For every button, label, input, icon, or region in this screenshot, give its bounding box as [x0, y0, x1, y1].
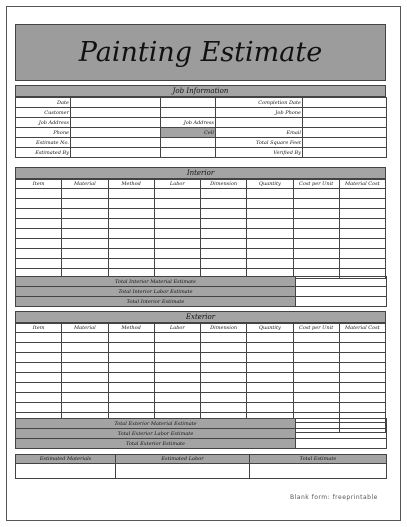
exterior-cell[interactable]	[247, 373, 293, 383]
interior-cell[interactable]	[201, 199, 247, 209]
exterior-cell[interactable]	[247, 403, 293, 413]
summary-label-labor: Estimated Labor	[116, 455, 250, 464]
table-row	[16, 403, 386, 413]
interior-total-field[interactable]	[296, 297, 387, 307]
table-row	[16, 333, 386, 343]
job-field[interactable]	[71, 108, 161, 118]
interior-cell[interactable]	[16, 189, 62, 199]
interior-column-header: Item	[16, 180, 62, 189]
exterior-cell[interactable]	[293, 403, 339, 413]
interior-cell[interactable]	[339, 239, 385, 249]
interior-column-header: Dimension	[201, 180, 247, 189]
interior-cell[interactable]	[16, 259, 62, 269]
interior-cell[interactable]	[339, 259, 385, 269]
exterior-cell[interactable]	[108, 393, 154, 403]
job-label-right	[216, 118, 303, 128]
job-field[interactable]	[71, 138, 161, 148]
exterior-cell[interactable]	[201, 333, 247, 343]
table-row	[16, 239, 386, 249]
summary-label-materials: Estimated Materials	[16, 455, 116, 464]
exterior-cell[interactable]	[339, 383, 385, 393]
exterior-cell[interactable]	[62, 373, 108, 383]
interior-cell[interactable]	[154, 239, 200, 249]
job-field[interactable]	[71, 118, 161, 128]
page-title: Painting Estimate	[15, 24, 386, 81]
exterior-total-field[interactable]	[296, 439, 387, 449]
interior-cell[interactable]	[201, 219, 247, 229]
exterior-cell[interactable]	[201, 393, 247, 403]
job-label: Estimated By	[16, 148, 71, 158]
interior-cell[interactable]	[339, 229, 385, 239]
interior-cell[interactable]	[154, 249, 200, 259]
interior-cell[interactable]	[247, 209, 293, 219]
exterior-cell[interactable]	[247, 333, 293, 343]
job-row	[16, 108, 387, 118]
exterior-column-headers	[16, 324, 386, 333]
table-row	[16, 199, 386, 209]
exterior-total-label: Total Exterior Material Estimate	[16, 419, 296, 429]
exterior-cell[interactable]	[16, 353, 62, 363]
exterior-total-row	[16, 439, 387, 449]
exterior-cell[interactable]	[154, 353, 200, 363]
exterior-cell[interactable]	[62, 383, 108, 393]
interior-cell[interactable]	[62, 199, 108, 209]
exterior-cell[interactable]	[247, 353, 293, 363]
exterior-cell[interactable]	[293, 383, 339, 393]
job-field-right[interactable]	[303, 128, 387, 138]
exterior-cell[interactable]	[154, 403, 200, 413]
interior-cell[interactable]	[108, 209, 154, 219]
exterior-cell[interactable]	[339, 363, 385, 373]
table-row	[16, 209, 386, 219]
interior-cell[interactable]	[339, 219, 385, 229]
interior-cell[interactable]	[201, 249, 247, 259]
interior-cell[interactable]	[201, 189, 247, 199]
job-row	[16, 138, 387, 148]
exterior-column-header: Item	[16, 324, 62, 333]
interior-cell[interactable]	[247, 239, 293, 249]
interior-cell[interactable]	[339, 199, 385, 209]
job-label: Estimate No.	[16, 138, 71, 148]
interior-cell[interactable]	[108, 229, 154, 239]
job-label: Customer	[16, 108, 71, 118]
interior-cell[interactable]	[201, 259, 247, 269]
exterior-column-header: Cost per Unit	[293, 324, 339, 333]
job-label: Job Address	[16, 118, 71, 128]
interior-cell[interactable]	[154, 219, 200, 229]
interior-cell[interactable]	[201, 209, 247, 219]
interior-cell[interactable]	[247, 229, 293, 239]
exterior-cell[interactable]	[62, 343, 108, 353]
exterior-column-header: Method	[108, 324, 154, 333]
exterior-cell[interactable]	[16, 363, 62, 373]
exterior-column-header: Material Cost	[339, 324, 385, 333]
exterior-cell[interactable]	[339, 393, 385, 403]
exterior-cell[interactable]	[201, 343, 247, 353]
interior-cell[interactable]	[108, 249, 154, 259]
interior-cell[interactable]	[293, 199, 339, 209]
table-row	[16, 219, 386, 229]
exterior-cell[interactable]	[62, 333, 108, 343]
interior-cell[interactable]	[293, 259, 339, 269]
footer-credit: Blank form: freeprintable	[290, 494, 378, 501]
interior-cell[interactable]	[62, 259, 108, 269]
table-row	[16, 229, 386, 239]
exterior-cell[interactable]	[16, 403, 62, 413]
exterior-cell[interactable]	[16, 373, 62, 383]
table-row	[16, 373, 386, 383]
exterior-cell[interactable]	[62, 363, 108, 373]
interior-cell[interactable]	[62, 219, 108, 229]
summary-total-field[interactable]	[250, 464, 387, 479]
exterior-cell[interactable]	[108, 373, 154, 383]
job-label: Date	[16, 98, 71, 108]
interior-total-label: Total Interior Estimate	[16, 297, 296, 307]
interior-cell[interactable]	[62, 189, 108, 199]
interior-cell[interactable]	[339, 249, 385, 259]
exterior-cell[interactable]	[154, 383, 200, 393]
job-mid-label	[161, 98, 216, 108]
interior-cell[interactable]	[339, 189, 385, 199]
interior-cell[interactable]	[247, 259, 293, 269]
interior-column-header: Quantity	[247, 180, 293, 189]
exterior-cell[interactable]	[339, 343, 385, 353]
exterior-cell[interactable]	[62, 393, 108, 403]
interior-totals	[15, 276, 387, 307]
interior-total-label: Total Interior Material Estimate	[16, 277, 296, 287]
job-field-right[interactable]	[303, 118, 387, 128]
exterior-cell[interactable]	[108, 403, 154, 413]
exterior-total-row	[16, 429, 387, 439]
interior-cell[interactable]	[247, 249, 293, 259]
exterior-column-header: Dimension	[201, 324, 247, 333]
table-row	[16, 353, 386, 363]
exterior-cell[interactable]	[154, 333, 200, 343]
interior-cell[interactable]	[62, 239, 108, 249]
job-label-right: Total Square Feet	[216, 138, 303, 148]
table-row	[16, 189, 386, 199]
job-field[interactable]	[71, 98, 161, 108]
interior-column-header: Material Cost	[339, 180, 385, 189]
interior-column-header: Labor	[154, 180, 200, 189]
interior-cell[interactable]	[247, 219, 293, 229]
job-field-right[interactable]	[303, 138, 387, 148]
interior-cell[interactable]	[108, 189, 154, 199]
interior-cell[interactable]	[293, 219, 339, 229]
interior-cell[interactable]	[62, 209, 108, 219]
interior-total-row	[16, 287, 387, 297]
exterior-cell[interactable]	[293, 373, 339, 383]
interior-column-headers	[16, 180, 386, 189]
job-field-right[interactable]	[303, 148, 387, 158]
job-label-right: Job Phone	[216, 108, 303, 118]
exterior-cell[interactable]	[108, 343, 154, 353]
exterior-cell[interactable]	[201, 373, 247, 383]
job-label-right: Email	[216, 128, 303, 138]
interior-cell[interactable]	[154, 199, 200, 209]
job-field[interactable]	[71, 148, 161, 158]
job-row	[16, 128, 387, 138]
exterior-table	[15, 323, 386, 433]
interior-total-label: Total Interior Labor Estimate	[16, 287, 296, 297]
interior-header: Interior	[15, 167, 386, 179]
interior-table	[15, 179, 386, 279]
job-label: Phone	[16, 128, 71, 138]
exterior-cell[interactable]	[293, 333, 339, 343]
table-row	[16, 259, 386, 269]
exterior-cell[interactable]	[247, 343, 293, 353]
interior-cell[interactable]	[154, 209, 200, 219]
interior-column-header: Method	[108, 180, 154, 189]
job-mid-label	[161, 138, 216, 148]
interior-cell[interactable]	[62, 249, 108, 259]
interior-cell[interactable]	[339, 209, 385, 219]
interior-cell[interactable]	[16, 239, 62, 249]
exterior-cell[interactable]	[201, 363, 247, 373]
job-mid-label	[161, 148, 216, 158]
exterior-cell[interactable]	[16, 343, 62, 353]
exterior-column-header: Material	[62, 324, 108, 333]
exterior-cell[interactable]	[293, 343, 339, 353]
interior-cell[interactable]	[201, 239, 247, 249]
table-row	[16, 383, 386, 393]
exterior-cell[interactable]	[108, 383, 154, 393]
exterior-cell[interactable]	[339, 373, 385, 383]
job-label-right: Verified By	[216, 148, 303, 158]
exterior-total-label: Total Exterior Estimate	[16, 439, 296, 449]
summary-label-total: Total Estimate	[250, 455, 387, 464]
job-info-header: Job Information	[15, 85, 386, 97]
interior-cell[interactable]	[108, 259, 154, 269]
interior-cell[interactable]	[16, 199, 62, 209]
exterior-cell[interactable]	[201, 403, 247, 413]
exterior-cell[interactable]	[247, 393, 293, 403]
exterior-cell[interactable]	[108, 353, 154, 363]
interior-cell[interactable]	[108, 199, 154, 209]
job-mid-label: Cell	[161, 128, 216, 138]
interior-total-field[interactable]	[296, 277, 387, 287]
exterior-total-label: Total Exterior Labor Estimate	[16, 429, 296, 439]
exterior-cell[interactable]	[293, 363, 339, 373]
interior-cell[interactable]	[293, 189, 339, 199]
interior-cell[interactable]	[154, 229, 200, 239]
job-row	[16, 148, 387, 158]
job-row	[16, 118, 387, 128]
job-field-right[interactable]	[303, 98, 387, 108]
interior-cell[interactable]	[62, 229, 108, 239]
interior-cell[interactable]	[293, 249, 339, 259]
interior-total-row	[16, 297, 387, 307]
interior-cell[interactable]	[16, 229, 62, 239]
table-row	[16, 343, 386, 353]
summary-table	[15, 454, 387, 479]
table-row	[16, 363, 386, 373]
exterior-cell[interactable]	[62, 403, 108, 413]
exterior-cell[interactable]	[154, 363, 200, 373]
interior-cell[interactable]	[201, 229, 247, 239]
exterior-cell[interactable]	[293, 353, 339, 363]
exterior-cell[interactable]	[339, 333, 385, 343]
job-row	[16, 98, 387, 108]
interior-cell[interactable]	[293, 209, 339, 219]
exterior-column-header: Quantity	[247, 324, 293, 333]
job-label-right: Completion Date	[216, 98, 303, 108]
exterior-cell[interactable]	[154, 373, 200, 383]
exterior-cell[interactable]	[339, 353, 385, 363]
table-row	[16, 249, 386, 259]
summary-materials-field[interactable]	[16, 464, 116, 479]
exterior-cell[interactable]	[201, 353, 247, 363]
exterior-cell[interactable]	[108, 333, 154, 343]
exterior-total-field[interactable]	[296, 419, 387, 429]
job-mid-label: Job Address	[161, 118, 216, 128]
exterior-cell[interactable]	[154, 343, 200, 353]
interior-cell[interactable]	[293, 239, 339, 249]
interior-cell[interactable]	[108, 219, 154, 229]
job-field-right[interactable]	[303, 108, 387, 118]
exterior-header: Exterior	[15, 311, 386, 323]
job-info-table	[15, 97, 387, 158]
interior-column-header: Cost per Unit	[293, 180, 339, 189]
interior-cell[interactable]	[16, 249, 62, 259]
interior-cell[interactable]	[16, 209, 62, 219]
interior-column-header: Material	[62, 180, 108, 189]
exterior-cell[interactable]	[62, 353, 108, 363]
exterior-cell[interactable]	[293, 393, 339, 403]
exterior-column-header: Labor	[154, 324, 200, 333]
job-mid-label	[161, 108, 216, 118]
interior-cell[interactable]	[154, 189, 200, 199]
table-row	[16, 393, 386, 403]
interior-cell[interactable]	[108, 239, 154, 249]
exterior-cell[interactable]	[154, 393, 200, 403]
exterior-cell[interactable]	[108, 363, 154, 373]
job-field[interactable]	[71, 128, 161, 138]
exterior-total-field[interactable]	[296, 429, 387, 439]
interior-cell[interactable]	[247, 189, 293, 199]
exterior-cell[interactable]	[16, 393, 62, 403]
interior-total-field[interactable]	[296, 287, 387, 297]
interior-total-row	[16, 277, 387, 287]
summary-labor-field[interactable]	[116, 464, 250, 479]
exterior-total-row	[16, 419, 387, 429]
exterior-cell[interactable]	[247, 363, 293, 373]
exterior-cell[interactable]	[247, 383, 293, 393]
interior-cell[interactable]	[16, 219, 62, 229]
interior-cell[interactable]	[247, 199, 293, 209]
exterior-totals	[15, 418, 387, 449]
exterior-cell[interactable]	[16, 333, 62, 343]
interior-cell[interactable]	[293, 229, 339, 239]
exterior-cell[interactable]	[16, 383, 62, 393]
exterior-cell[interactable]	[201, 383, 247, 393]
interior-cell[interactable]	[154, 259, 200, 269]
exterior-cell[interactable]	[339, 403, 385, 413]
